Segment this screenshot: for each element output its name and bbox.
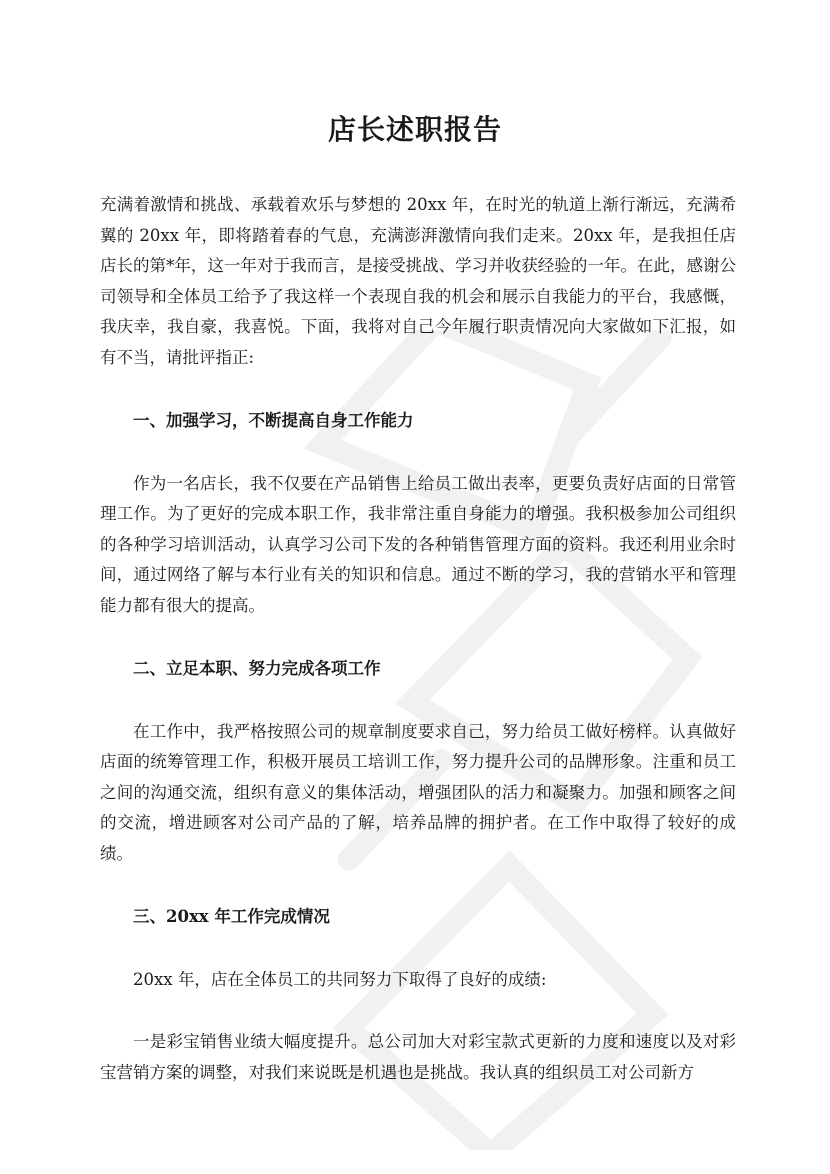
- section-heading-1: 一、加强学习，不断提高自身工作能力: [133, 411, 414, 430]
- section-body-2: 在工作中，我严格按照公司的规章制度要求自己，努力给员工做好榜样。认真做好店面的统筹管理工作，积极开展员工培训工作，努力提升公司的品牌形象。注重和员工之间的沟通交流，组织有意义的集体活动，增强团队的活力和凝聚力。加强和顾客之间的交流，增进顾客对公司产品的了解，培养品牌的拥护者。在工作中取得了较好的成绩。: [100, 721, 736, 863]
- section-body-1: 作为一名店长，我不仅要在产品销售上给员工做出表率，更要负责好店面的日常管理工作。为了更好的完成本职工作，我非常注重自身能力的增强。我积极参加公司组织的各种学习培训活动，认真学习公司下发的各种销售管理方面的资料。我还利用业余时间，通过网络了解与本行业有关的知识和信息。通过不断的学习，我的营销水平和管理能力都有很大的提高。: [100, 473, 736, 615]
- document-title: 店长述职报告: [327, 113, 502, 146]
- section-heading-2: 二、立足本职、努力完成各项工作: [133, 659, 381, 678]
- document-body: [100, 190, 736, 1088]
- section-heading-3: 三、20xx 年工作完成情况: [133, 907, 330, 926]
- section-body-3: 20xx 年，店在全体员工的共同努力下取得了良好的成绩:: [133, 969, 547, 989]
- intro-paragraph: 充满着激情和挑战、承载着欢乐与梦想的 20xx 年，在时光的轨道上渐行渐远，充满希翼的 20xx 年，即将踏着春的气息，充满澎湃激情向我们走来。20xx 年，是我担任店店长的第*年，这一年对于我而言，是接受挑战、学习并收获经验的一年。在此，感谢公司领导和全体员工给予了我这样一个表现自我的机会和展示自我能力的平台，我感慨，我庆幸，我自豪，我喜悦。下面，我将对自己今年履行职责情况向大家做如下汇报，如有不当，请批评指正:: [100, 195, 736, 367]
- closing-paragraph: 一是彩宝销售业绩大幅度提升。总公司加大对彩宝款式更新的力度和速度以及对彩宝营销方案的调整，对我们来说既是机遇也是挑战。我认真的组织员工对公司新方: [100, 1032, 736, 1082]
